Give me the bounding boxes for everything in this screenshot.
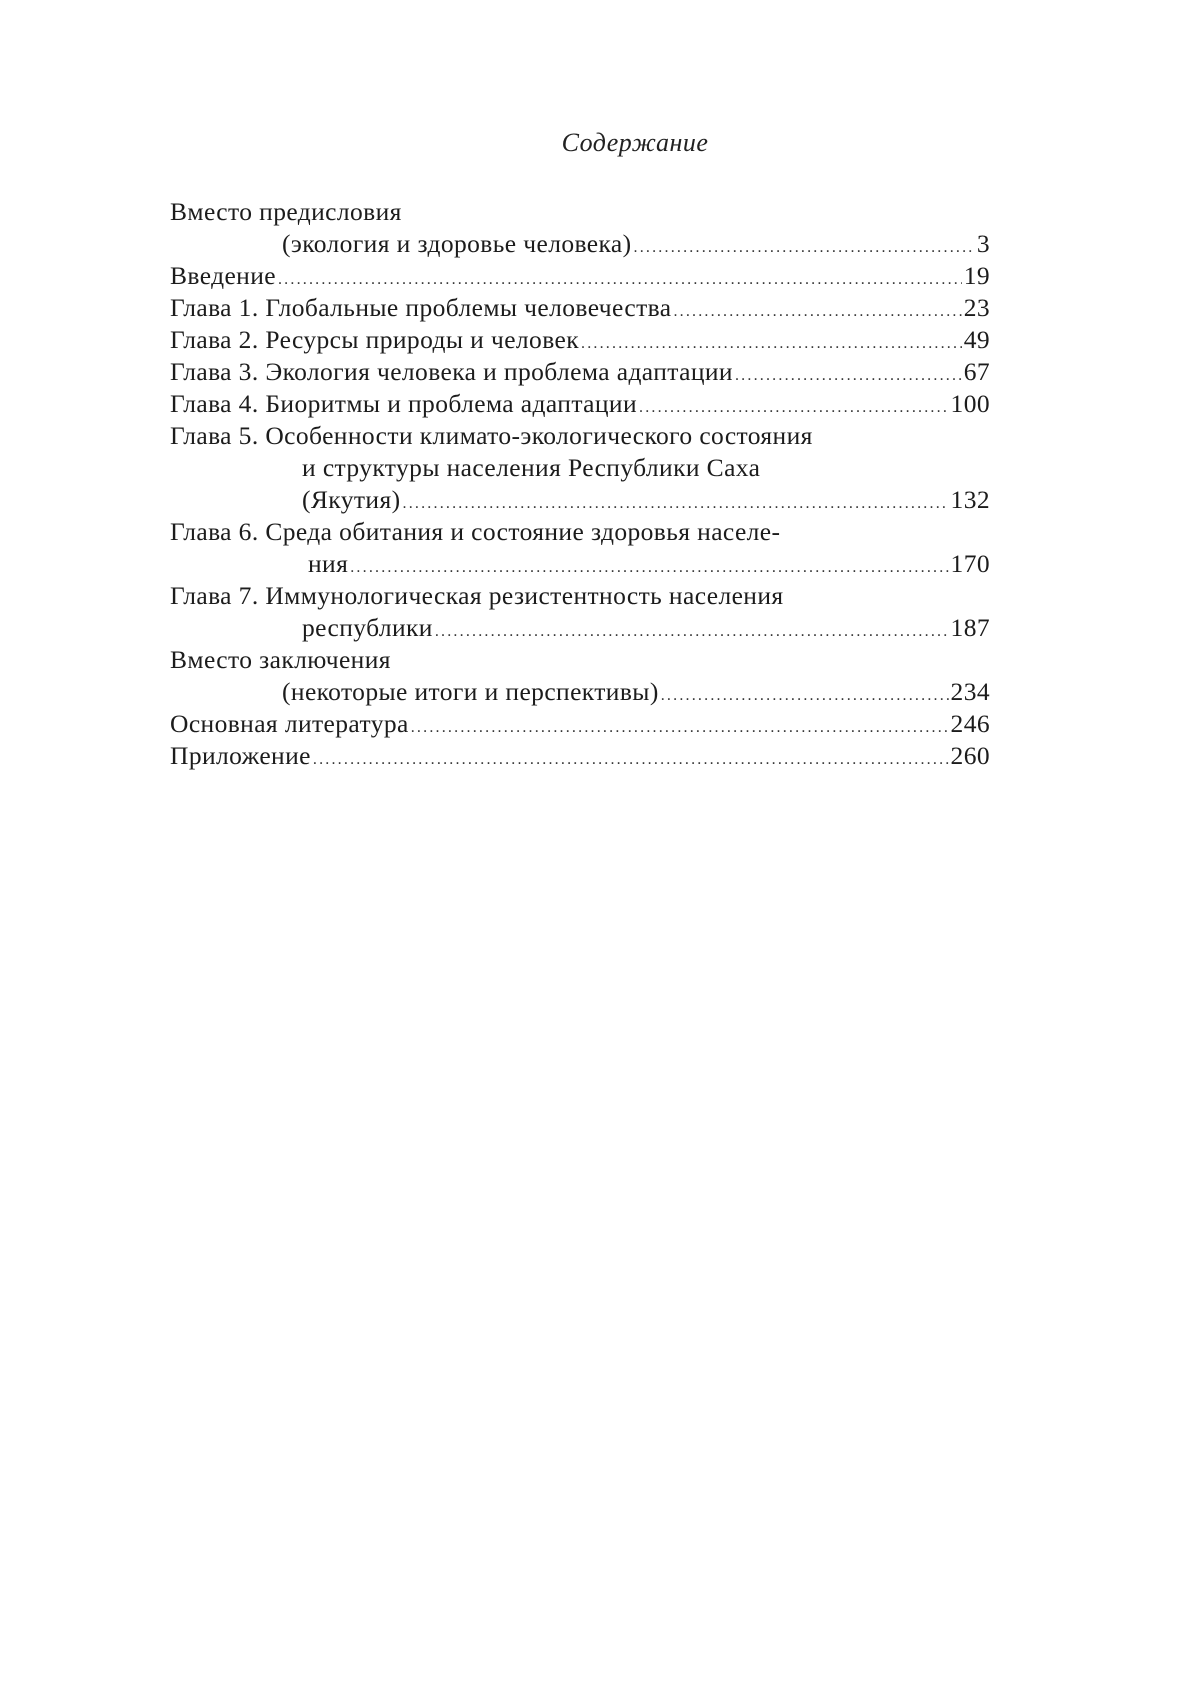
toc-page-number: 3 <box>976 229 990 258</box>
toc-title: Содержание <box>561 128 709 157</box>
toc-page-number: 49 <box>963 325 990 354</box>
toc-entry-chapter-5 <box>170 420 990 452</box>
toc-entry-appendix <box>170 740 990 772</box>
toc-page-number: 234 <box>950 677 990 706</box>
toc-entry-introduction <box>170 260 990 292</box>
toc-entry-chapter-7-end <box>170 612 990 644</box>
toc-entry-text: Глава 2. Ресурсы природы и человек <box>170 325 579 354</box>
toc-entry-chapter-3 <box>170 356 990 388</box>
dot-leader <box>735 360 962 392</box>
toc-page-number: 100 <box>950 389 990 418</box>
toc-page-number: 19 <box>963 261 990 290</box>
dot-leader <box>634 232 975 264</box>
toc-entry-text: Введение <box>170 261 276 290</box>
toc-entry-conclusion <box>170 644 990 676</box>
toc-entry-text: (некоторые итоги и перспективы) <box>282 677 659 706</box>
toc-entry-conclusion-subtitle <box>170 676 990 708</box>
toc-entry-text: Вместо предисловия <box>170 197 402 226</box>
toc-entry-text: ния <box>308 549 349 578</box>
toc-entry-chapter-6-end <box>170 548 990 580</box>
toc-entry-chapter-5-cont <box>170 452 990 484</box>
toc-entry-chapter-6 <box>170 516 990 548</box>
toc-page-number: 132 <box>950 485 990 514</box>
dot-leader <box>661 680 949 712</box>
toc-page-number: 67 <box>963 357 990 386</box>
toc-entry-text: Глава 1. Глобальные проблемы человечества <box>170 293 672 322</box>
toc-page-number: 246 <box>950 709 990 738</box>
toc-entry-text: Глава 6. Среда обитания и состояние здоровья населе- <box>170 517 781 546</box>
toc-entry-chapter-1 <box>170 292 990 324</box>
toc-entry-text: Глава 3. Экология человека и проблема адаптации <box>170 357 733 386</box>
toc-entry-text: (Якутия) <box>302 485 401 514</box>
toc-entry-foreword <box>170 196 990 228</box>
toc-entry-text: (экология и здоровье человека) <box>282 229 632 258</box>
toc-list <box>170 196 990 772</box>
toc-page-number: 170 <box>950 549 990 578</box>
toc-entry-text: Вместо заключения <box>170 645 391 674</box>
toc-entry-bibliography <box>170 708 990 740</box>
toc-entry-text: и структуры населения Республики Саха <box>302 453 761 482</box>
dot-leader <box>435 616 949 648</box>
toc-page-number: 23 <box>963 293 990 322</box>
toc-entry-text: Глава 4. Биоритмы и проблема адаптации <box>170 389 638 418</box>
toc-entry-text: республики <box>302 613 433 642</box>
toc-page-number: 187 <box>950 613 990 642</box>
toc-entry-chapter-5-end <box>170 484 990 516</box>
toc-entry-chapter-7 <box>170 580 990 612</box>
toc-entry-chapter-2 <box>170 324 990 356</box>
dot-leader <box>673 296 961 328</box>
toc-entry-text: Глава 5. Особенности климато-экологического состояния <box>170 421 813 450</box>
toc-page-number: 260 <box>950 741 990 770</box>
dot-leader <box>411 712 949 744</box>
dot-leader <box>313 744 949 776</box>
toc-entry-text: Основная литература <box>170 709 409 738</box>
toc-entry-text: Приложение <box>170 741 311 770</box>
toc-entry-foreword-subtitle <box>170 228 990 260</box>
toc-entry-text: Глава 7. Иммунологическая резистентность населения <box>170 581 784 610</box>
toc-entry-chapter-4 <box>170 388 990 420</box>
